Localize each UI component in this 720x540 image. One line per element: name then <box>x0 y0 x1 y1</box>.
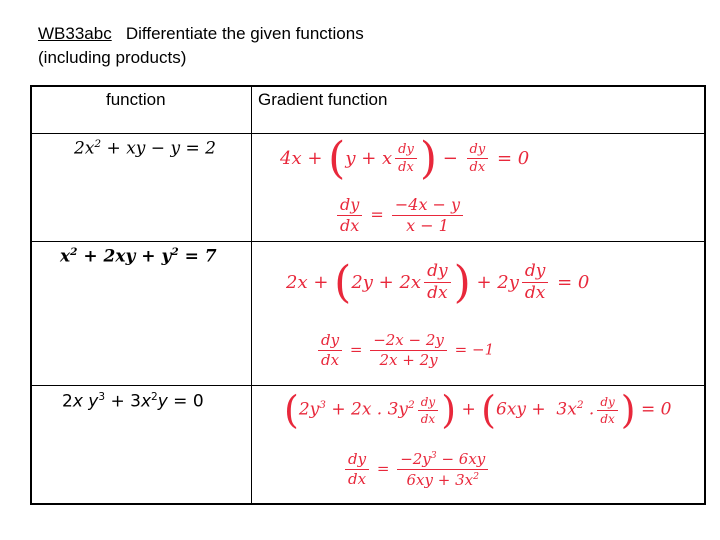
header-gradient-function: Gradient function <box>258 90 388 109</box>
row1-derivative-step2: $\frac{dy}{dx}$ = $\frac{-4x - y}{x - 1}$ <box>334 197 466 234</box>
row2-function: $x^2 + 2xy + y^2 = 7$ <box>60 246 217 267</box>
row-divider <box>32 385 704 386</box>
column-divider <box>251 87 252 503</box>
row1-derivative-step1: 4x + (y + x $\frac{dy}{dx}$ ) − $\frac{dy}{dx}$ = 0 <box>280 133 530 184</box>
row1-function: $2x^2$ + xy − y = 2 <box>74 138 216 159</box>
worksheet-code: WB33abc <box>38 24 112 43</box>
row-divider <box>32 241 704 242</box>
title-text: Differentiate the given functions <box>125 24 364 43</box>
row3-function: 2x $y^3 + 3x^2y = 0$ <box>62 391 204 412</box>
differentiation-table <box>30 85 706 505</box>
row2-derivative-step1: 2x + (2y + 2x $\frac{dy}{dx}$ ) + 2y $\frac{dy}{dx}$ = 0 <box>286 257 590 308</box>
row2-derivative-step2: $\frac{dy}{dx}$ = $\frac{-2x - 2y}{2x + 2y}$ = −1 <box>315 333 494 368</box>
row3-derivative-step2: $\frac{dy}{dx}$ = $\frac{-2y^3 - 6xy}{6xy + 3x^2}$ <box>342 451 491 488</box>
title-subtext: (including products) <box>38 48 187 67</box>
page-title <box>38 22 638 70</box>
row-divider <box>32 133 704 134</box>
header-function: function <box>106 90 166 109</box>
row3-derivative-step1: ($2y^3 + 2x$ . $3y^2$ $\frac{dy}{dx}$ ) + ($6xy + 3x^2$ . $\frac{dy}{dx}$ ) = 0 <box>284 388 672 432</box>
